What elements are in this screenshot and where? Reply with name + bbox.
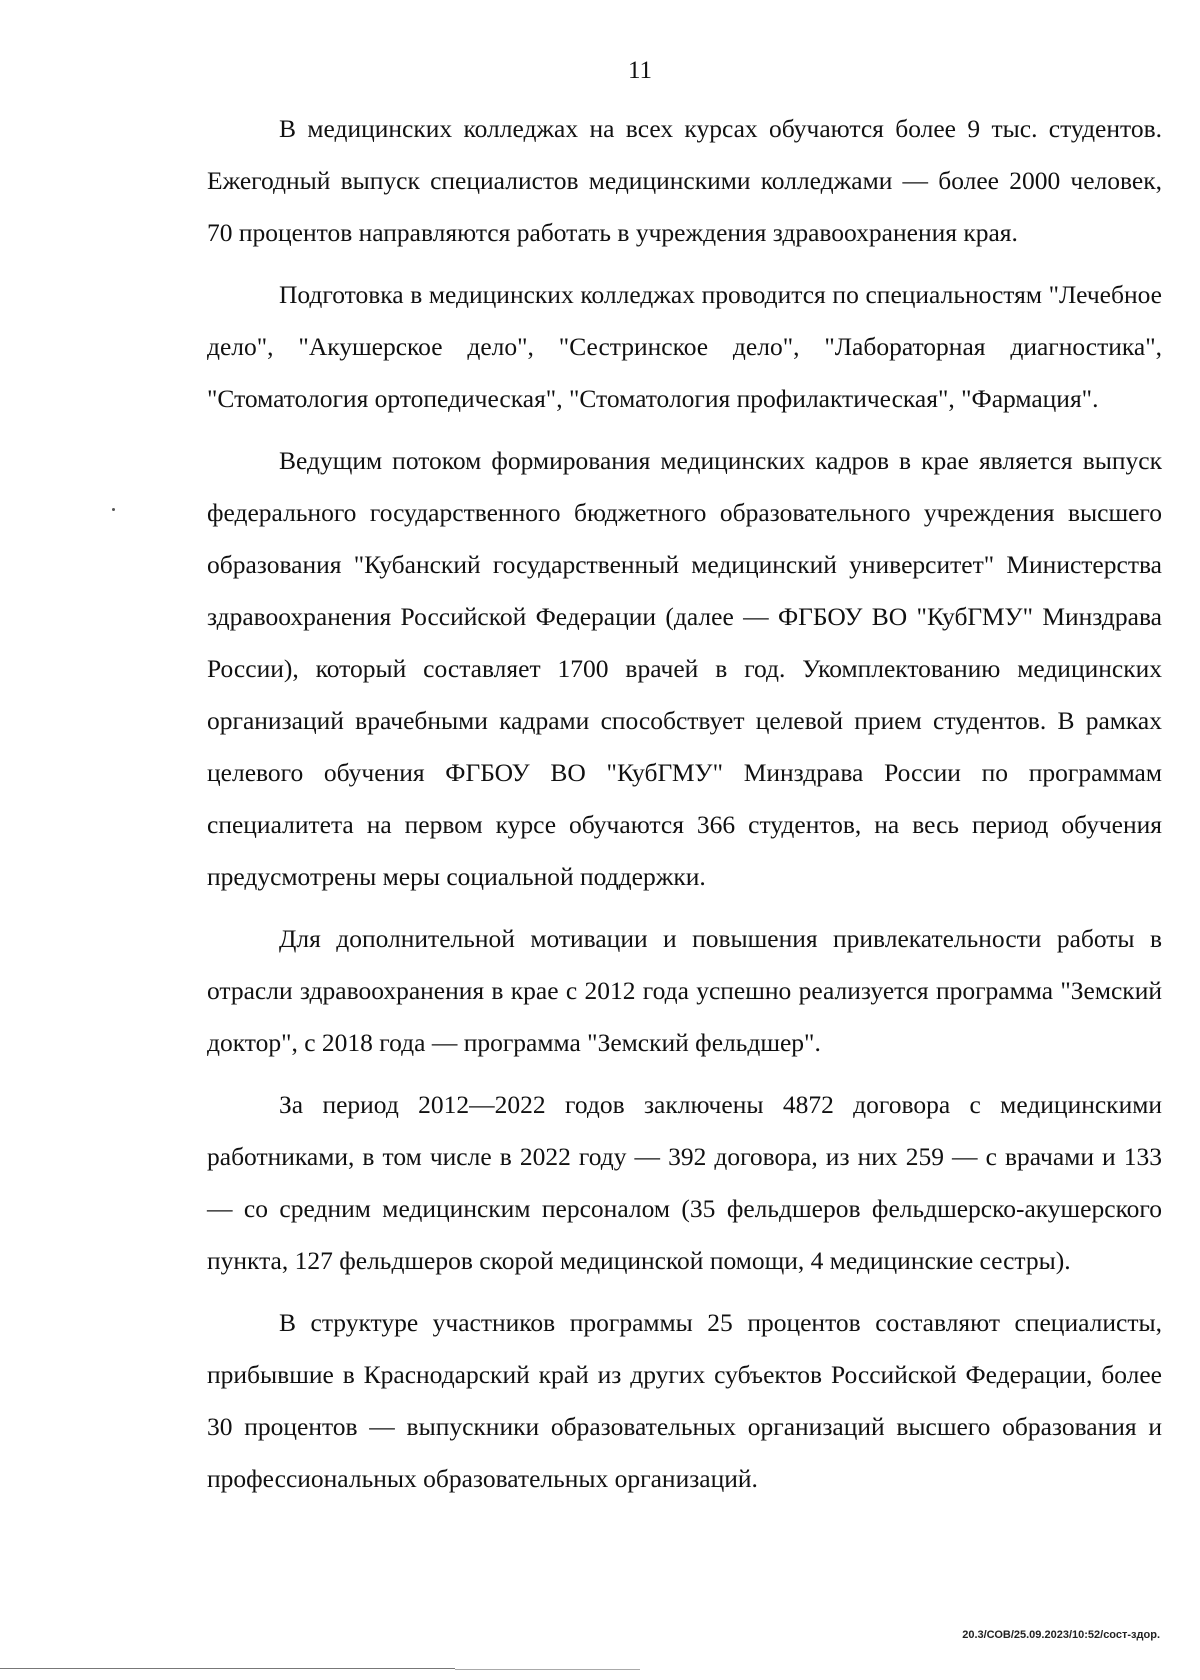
paragraph-colleges-students: В медицинских колледжах на всех курсах обучаются более 9 тыс. студентов. Ежегодный выпуск специалистов медицинскими колледжами — более 2000 человек, 70 процентов направляются работать в учреждения здравоохранения края. — [207, 114, 1162, 247]
paragraph-zemsky-program: Для дополнительной мотивации и повышения привлекательности работы в отрасли здравоохранения в крае с 2012 года успешно реализуется программа "Земский доктор", с 2018 года — программа "Земский фельдшер". — [207, 924, 1162, 1057]
page-number: 11 — [627, 57, 653, 84]
scan-dot-mark — [112, 508, 115, 511]
paragraph-contracts: За период 2012—2022 годов заключены 4872 договора с медицинскими работниками, в том числе в 2022 году — 392 договора, из них 259 — с врачами и 133 — со средним медицинским персоналом (35 фельдшеров фельдшерско-акушерского пункта, 127 фельдшеров скорой медицинской помощи, 4 медицинские сестры). — [207, 1090, 1162, 1275]
paragraph-university: Ведущим потоком формирования медицинских кадров в крае является выпуск федерального государственного бюджетного образовательного учреждения высшего образования "Кубанский государственный медицинский университет" Министерства здравоохранения Российской Федерации (далее — ФГБОУ ВО "КубГМУ" Минздрава России), который составляет 1700 врачей в год. Укомплектованию медицинских организаций врачебными кадрами способствует целевой прием студентов. В рамках целевого обучения ФГБОУ ВО "КубГМУ" Минздрава России по программам специалитета на первом курсе обучаются 366 студентов, на весь период обучения предусмотрены меры социальной поддержки. — [207, 446, 1162, 891]
footer-document-code: 20.3/СОВ/25.09.2023/10:52/сост-здор. — [962, 1629, 1160, 1641]
scan-bottom-line-faint — [455, 1669, 640, 1670]
paragraph-colleges-specialties: Подготовка в медицинских колледжах проводится по специальностям "Лечебное дело", "Акушерское дело", "Сестринское дело", "Лабораторная диагностика", "Стоматология ортопедическая", "Стоматология профилактическая", "Фармация". — [207, 280, 1162, 413]
document-body — [207, 103, 1162, 1515]
scan-bottom-line — [0, 1668, 455, 1669]
paragraph-participants-structure: В структуре участников программы 25 процентов составляют специалисты, прибывшие в Краснодарский край из других субъектов Российской Федерации, более 30 процентов — выпускники образовательных организаций высшего образования и профессиональных образовательных организаций. — [207, 1308, 1162, 1493]
